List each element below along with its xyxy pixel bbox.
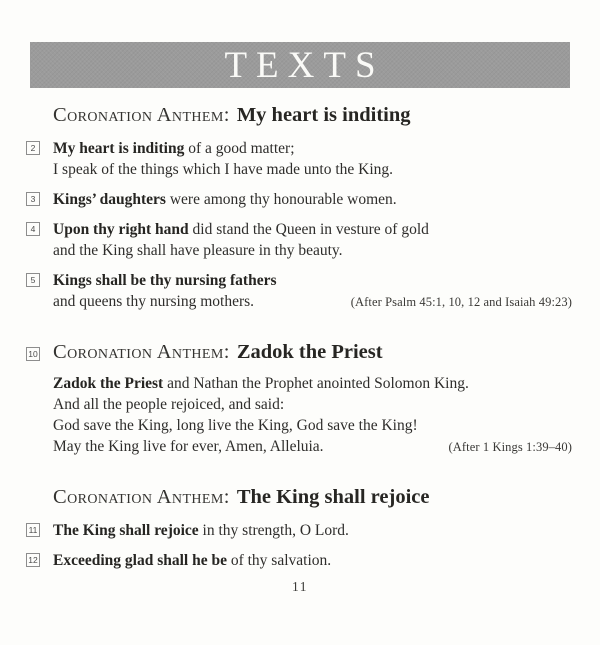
verse-line-text: in thy strength, O Lord. <box>198 522 349 539</box>
verse-line-text: of thy salvation. <box>226 552 332 569</box>
verse-text <box>53 520 572 541</box>
verse-row <box>26 373 572 458</box>
texts-content <box>26 102 572 571</box>
verse-row <box>26 270 572 313</box>
track-number-box: 5 <box>26 273 40 287</box>
verse-line <box>53 240 572 261</box>
verse-line-bold: Upon thy right hand <box>53 221 189 238</box>
verse-line <box>53 189 572 210</box>
track-number-box: 3 <box>26 192 40 206</box>
page-number: 11 <box>292 579 308 594</box>
section-label: Coronation Anthem: <box>53 341 230 363</box>
scripture-reference: (After Psalm 45:1, 10, 12 and Isaiah 49:23) <box>350 295 572 309</box>
verse-line-text: And all the people rejoiced, and said: <box>53 396 285 413</box>
section-heading-row <box>26 102 572 129</box>
verse-row <box>26 520 572 541</box>
verse-line-text: and queens thy nursing mothers. <box>53 293 255 310</box>
verse-text <box>53 373 572 458</box>
verse-line <box>53 291 572 313</box>
track-gutter <box>26 189 53 210</box>
verse-line <box>53 415 572 436</box>
section-title: My heart is inditing <box>236 104 411 126</box>
verse-line-bold: Kings shall be thy nursing fathers <box>53 272 277 289</box>
track-gutter <box>26 138 53 180</box>
section-label: Coronation Anthem: <box>53 104 230 126</box>
section-heading <box>53 484 572 511</box>
section-heading <box>53 339 572 366</box>
texts-banner <box>30 42 570 88</box>
verse-line-bold: Zadok the Priest <box>53 375 164 392</box>
track-number-box: 4 <box>26 222 40 236</box>
verse-line <box>53 436 572 458</box>
verse-text <box>53 270 572 313</box>
booklet-page <box>0 42 600 645</box>
track-gutter <box>26 520 53 541</box>
verse-row <box>26 550 572 571</box>
section-label: Coronation Anthem: <box>53 486 230 508</box>
track-gutter <box>26 270 53 313</box>
verse-line <box>53 520 572 541</box>
track-number-box: 10 <box>26 347 40 361</box>
verse-line <box>53 138 572 159</box>
verse-line-text: did stand the Queen in vesture of gold <box>188 221 429 238</box>
verse-line-text: God save the King, long live the King, God save the King! <box>53 417 418 434</box>
verse-line-text: I speak of the things which I have made unto the King. <box>53 161 394 178</box>
banner-title: TEXTS <box>224 44 385 86</box>
track-number-box: 12 <box>26 553 40 567</box>
anthem-section <box>26 339 572 458</box>
verse-line-text: were among thy honourable women. <box>165 191 397 208</box>
section-title: Zadok the Priest <box>236 341 383 363</box>
verse-line-bold: The King shall rejoice <box>53 522 199 539</box>
verse-text <box>53 550 572 571</box>
section-title: The King shall rejoice <box>236 486 430 508</box>
scripture-reference: (After 1 Kings 1:39–40) <box>448 440 572 454</box>
verse-row <box>26 189 572 210</box>
verse-line <box>53 219 572 240</box>
verse-line-text: of a good matter; <box>184 140 295 157</box>
verse-line <box>53 373 572 394</box>
anthem-section <box>26 484 572 571</box>
anthem-section <box>26 102 572 313</box>
verse-line <box>53 394 572 415</box>
verse-line <box>53 159 572 180</box>
verse-line <box>53 550 572 571</box>
section-heading-row <box>26 339 572 366</box>
verse-line-text: and the King shall have pleasure in thy beauty. <box>53 242 343 259</box>
verse-line-bold: Exceeding glad shall he be <box>53 552 227 569</box>
verse-line <box>53 270 572 291</box>
track-number-box: 11 <box>26 523 40 537</box>
verse-row <box>26 138 572 180</box>
verse-text <box>53 138 572 180</box>
track-number-box: 2 <box>26 141 40 155</box>
verse-line-bold: My heart is inditing <box>53 140 185 157</box>
verse-text <box>53 219 572 261</box>
section-heading <box>53 102 572 129</box>
track-gutter <box>26 219 53 261</box>
section-heading-row <box>26 484 572 511</box>
verse-text <box>53 189 572 210</box>
track-gutter <box>26 373 53 458</box>
verse-line-text: May the King live for ever, Amen, Alleluia. <box>53 438 324 455</box>
track-gutter <box>26 550 53 571</box>
verse-row <box>26 219 572 261</box>
verse-line-bold: Kings’ daughters <box>53 191 166 208</box>
track-gutter <box>26 344 53 362</box>
verse-line-text: and Nathan the Prophet anointed Solomon King. <box>163 375 469 392</box>
